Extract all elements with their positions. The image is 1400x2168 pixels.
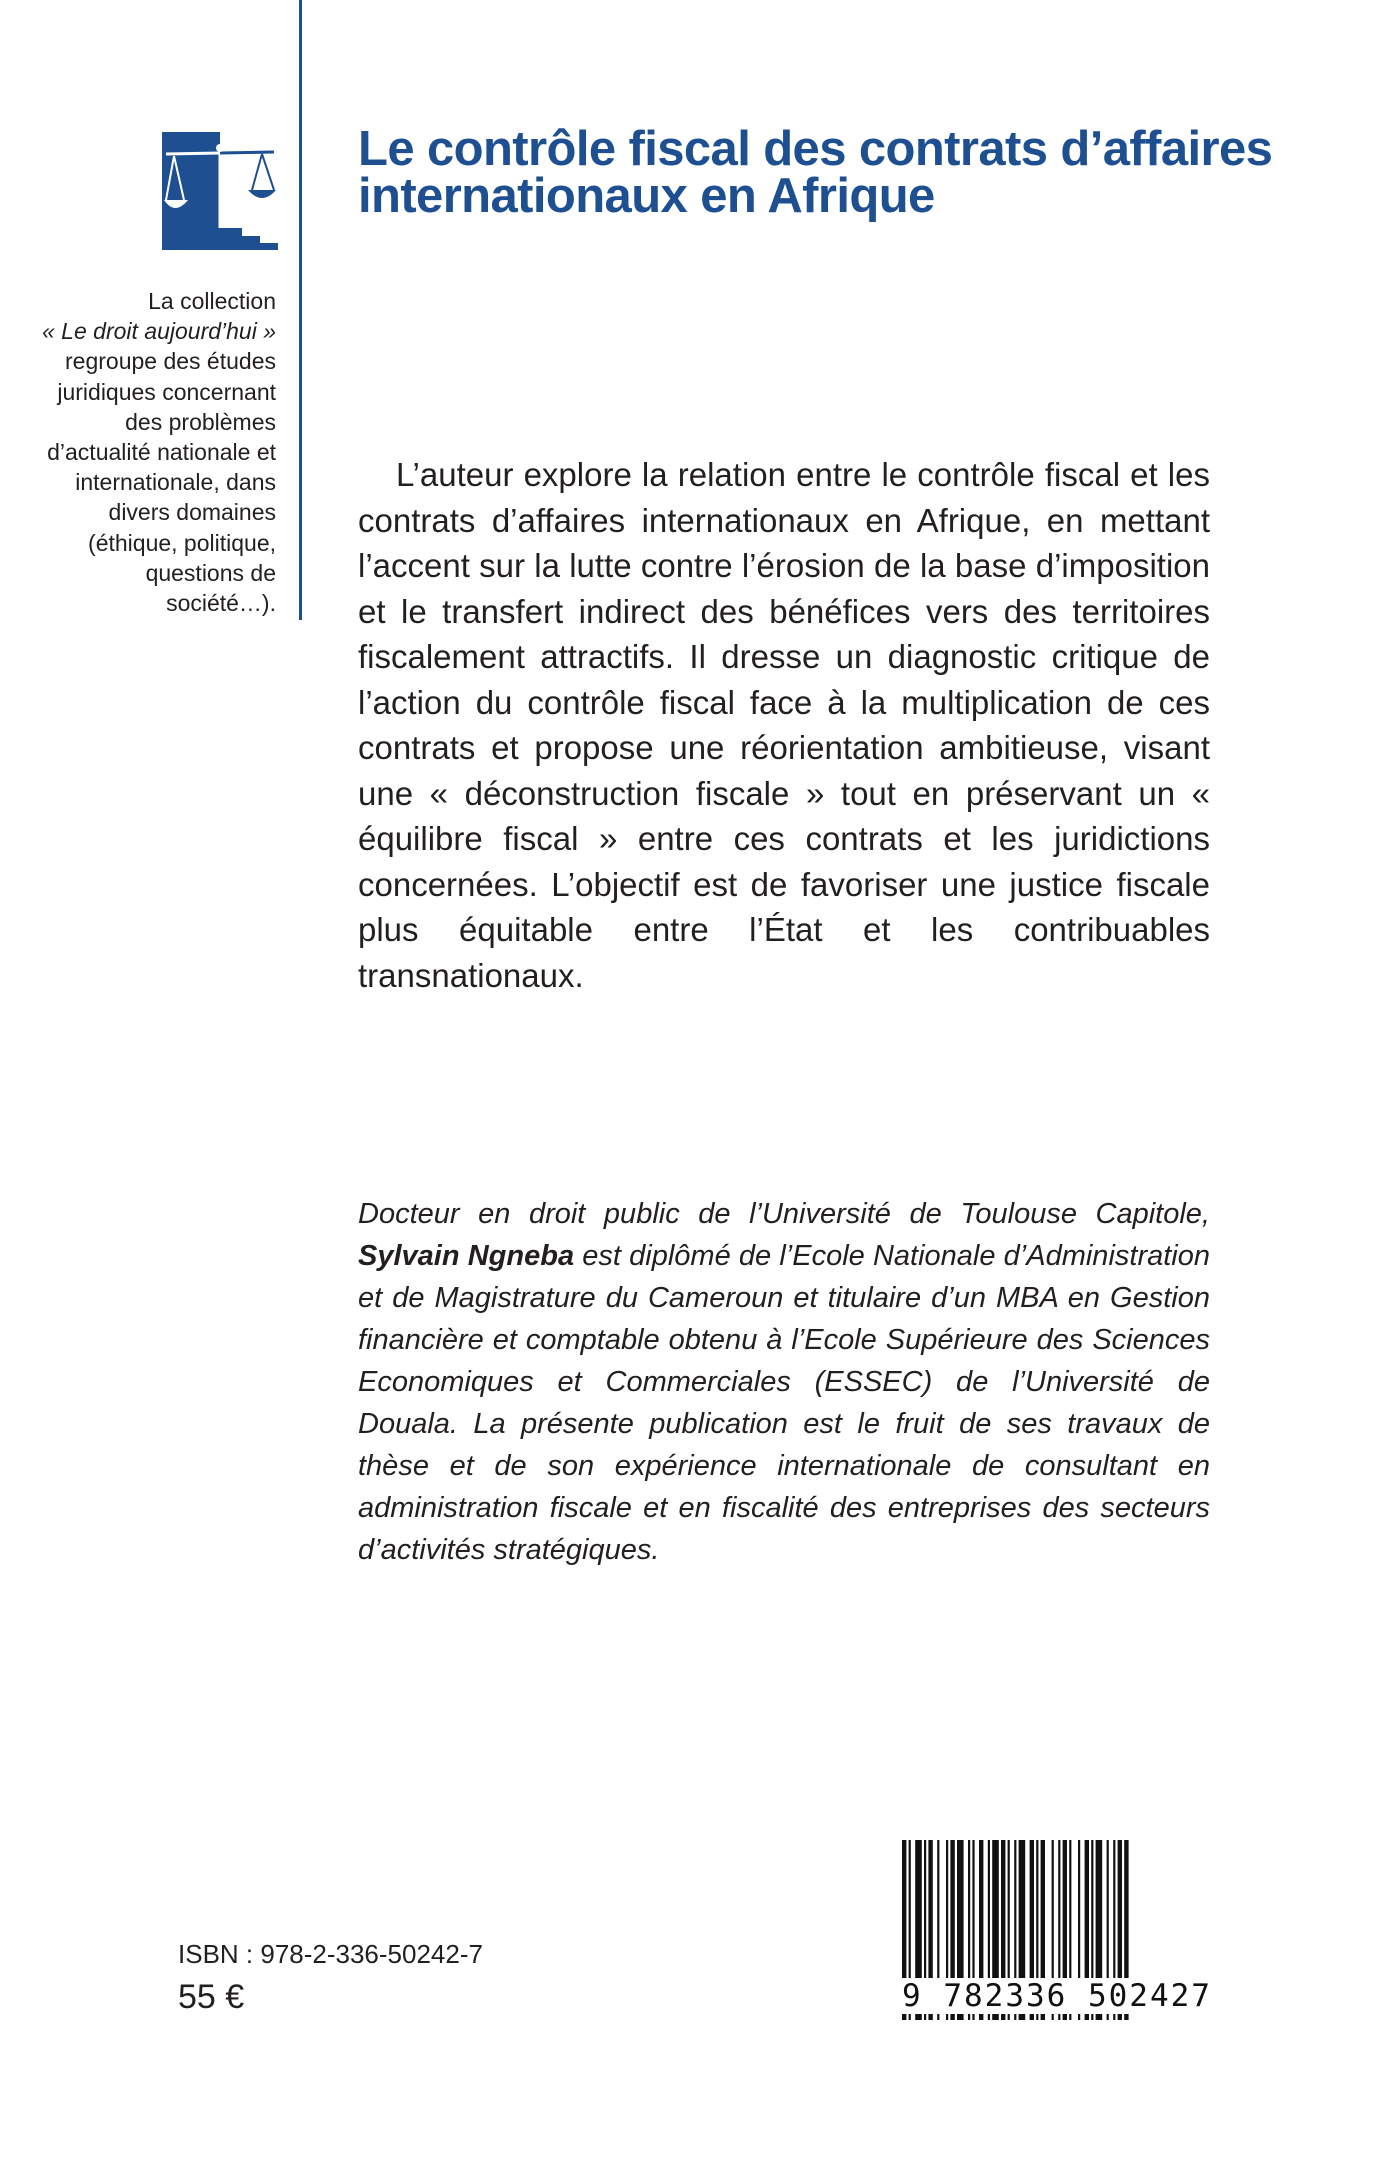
collection-intro: La collection bbox=[148, 288, 276, 314]
scales-of-justice-icon bbox=[162, 132, 278, 250]
author-bio bbox=[358, 1193, 1210, 1571]
bio-details: est diplômé de l’Ecole Nationale d’Administration et de Magistrature du Cameroun et titulaire d’un MBA en Gestion financière et comptable obtenu à l’Ecole Supérieure des Sciences Economiques et Commerciales (ESSEC) de l’Université de Douala. La présente publication est le fruit de ses travaux de thèse et de son expérience internationale de consultant en administration fiscale et en fiscalité des entreprises des secteurs d’activités stratégiques. bbox=[358, 1240, 1210, 1566]
barcode-digits: 9 782336 502427 bbox=[902, 1978, 1224, 2014]
isbn-label: ISBN : 978-2-336-50242-7 bbox=[178, 1939, 483, 1969]
vertical-divider bbox=[299, 0, 302, 620]
collection-description: regroupe des études juridiques concernant des problèmes d’actualité nationale et internationale, dans divers domaines (éthique, politique, questions de société…). bbox=[47, 348, 276, 617]
collection-blurb bbox=[30, 286, 276, 618]
price-label: 55 € bbox=[178, 1978, 245, 2016]
book-title: Le contrôle fiscal des contrats d’affaires internationaux en Afrique bbox=[358, 122, 1273, 223]
collection-series-name: « Le droit aujourd’hui » bbox=[42, 318, 276, 345]
bio-intro: Docteur en droit public de l’Université de Toulouse Capitole, bbox=[358, 1198, 1210, 1230]
author-name: Sylvain Ngneba bbox=[358, 1240, 575, 1272]
book-summary: L’auteur explore la relation entre le contrôle fiscal et les contrats d’affaires internationaux en Afrique, en mettant l’accent sur la lutte contre l’érosion de la base d’imposition et le transfert indirect des bénéfices vers des territoires fiscalement attractifs. Il dresse un diagnostic critique de l’action du contrôle fiscal face à la multiplication de ces contrats et propose une réorientation ambitieuse, visant une « déconstruction fiscale » tout en préservant un « équilibre fiscal » entre ces contrats et les juridictions concernées. L’objectif est de favoriser une justice fiscale plus équitable entre l’État et les contribuables transnationaux. bbox=[358, 456, 1210, 994]
